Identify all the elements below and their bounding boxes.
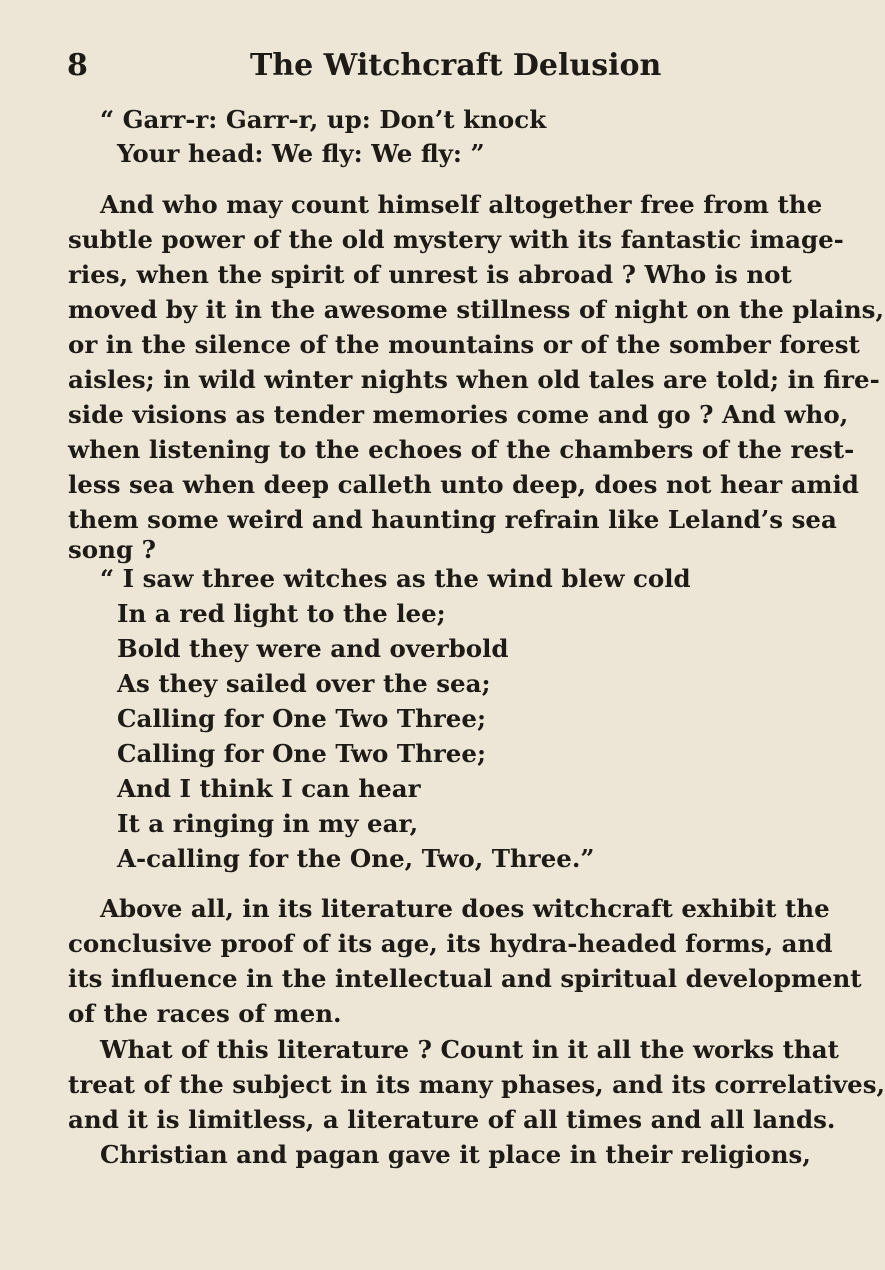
verse-line: Calling for One Two Three; [117,704,487,733]
paragraph-line: And who may count himself altogether free from the [100,190,823,219]
paragraph-line: treat of the subject in its many phases, and its correlatives, [68,1070,885,1099]
paragraph-line: Christian and pagan gave it place in their religions, [100,1140,811,1169]
verse-line: A-calling for the One, Two, Three.” [117,844,595,873]
running-title: The Witchcraft Delusion [250,48,662,83]
paragraph-line: song ? [68,535,156,564]
verse-line: “ Garr-r: Garr-r, up: Don’t knock [100,105,547,134]
paragraph-line: of the races of men. [68,999,342,1028]
paragraph-line: ries, when the spirit of unrest is abroad ? Who is not [68,260,792,289]
verse-line: Bold they were and overbold [117,634,509,663]
paragraph-line: less sea when deep calleth unto deep, does not hear amid [68,470,859,499]
verse-line: It a ringing in my ear, [117,809,419,838]
paragraph-line: when listening to the echoes of the chambers of the rest- [68,435,855,464]
paragraph-line: What of this literature ? Count in it all the works that [100,1035,839,1064]
verse-line: As they sailed over the sea; [117,669,491,698]
paragraph-line: conclusive proof of its age, its hydra-headed forms, and [68,929,833,958]
verse-line: Your head: We fly: We fly: ” [117,139,485,168]
page-number: 8 [67,48,88,83]
paragraph-line: side visions as tender memories come and go ? And who, [68,400,849,429]
paragraph-line: and it is limitless, a literature of all times and all lands. [68,1105,836,1134]
paragraph-line: its influence in the intellectual and spiritual development [68,964,862,993]
page-header [0,44,800,94]
verse-line: In a red light to the lee; [117,599,446,628]
paragraph-line: Above all, in its literature does witchcraft exhibit the [100,894,830,923]
paragraph-line: moved by it in the awesome stillness of night on the plains, [68,295,884,324]
paragraph-line: or in the silence of the mountains or of the somber forest [68,330,860,359]
paragraph-line: aisles; in wild winter nights when old tales are told; in fire- [68,365,880,394]
paragraph-line: them some weird and haunting refrain like Leland’s sea [68,505,837,534]
verse-line: “ I saw three witches as the wind blew cold [100,564,691,593]
paragraph-line: subtle power of the old mystery with its fantastic image- [68,225,844,254]
verse-line: Calling for One Two Three; [117,739,487,768]
verse-line: And I think I can hear [117,774,421,803]
